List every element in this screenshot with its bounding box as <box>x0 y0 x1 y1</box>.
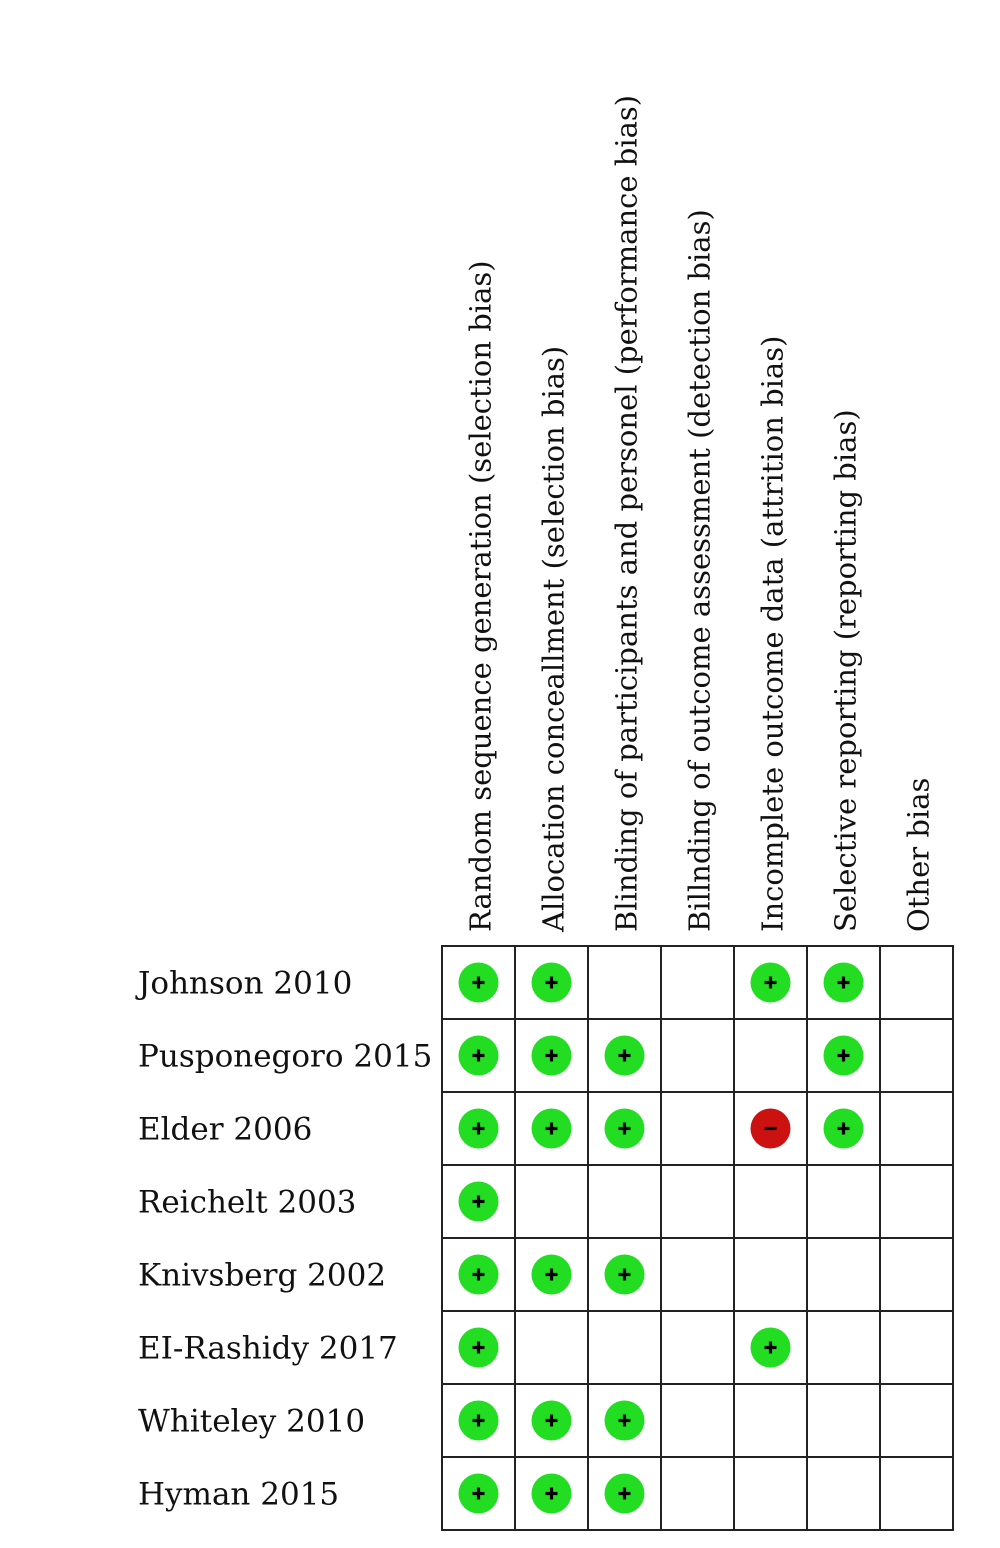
low-risk-mark <box>605 1474 645 1514</box>
minus-bar <box>765 1127 777 1130</box>
low-risk-mark <box>459 1109 499 1149</box>
plus-bar-v <box>477 1342 480 1354</box>
column-label: Blinding of participants and personel (performance bias) <box>609 94 644 932</box>
low-risk-mark <box>459 1474 499 1514</box>
row-label: Hyman 2015 <box>138 1476 340 1513</box>
column-label: Allocation conceallment (selection bias) <box>536 345 571 932</box>
low-risk-mark <box>751 963 791 1003</box>
plus-bar-v <box>477 1050 480 1062</box>
low-risk-mark <box>459 1328 499 1368</box>
low-risk-mark <box>605 1109 645 1149</box>
low-risk-mark <box>824 1036 864 1076</box>
column-label: Other bias <box>901 777 936 932</box>
plus-bar-v <box>477 1269 480 1281</box>
grid-cell <box>807 1311 880 1384</box>
column-label: Selective reporting (reporting bias) <box>828 409 863 932</box>
plus-bar-v <box>842 1050 845 1062</box>
low-risk-mark <box>532 1401 572 1441</box>
low-risk-mark <box>824 963 864 1003</box>
grid-cell <box>661 1384 734 1457</box>
grid-cell <box>880 1238 953 1311</box>
plus-bar-v <box>477 1488 480 1500</box>
grid-cell <box>880 1457 953 1530</box>
grid-cell <box>807 1384 880 1457</box>
plus-bar-v <box>623 1123 626 1135</box>
plus-bar-v <box>477 1415 480 1427</box>
row-label: Knivsberg 2002 <box>138 1257 387 1294</box>
plus-bar-v <box>623 1269 626 1281</box>
high-risk-mark <box>751 1109 791 1149</box>
low-risk-mark <box>605 1255 645 1295</box>
low-risk-mark <box>532 963 572 1003</box>
grid-cell <box>661 1238 734 1311</box>
low-risk-mark <box>459 963 499 1003</box>
grid-cell <box>807 1238 880 1311</box>
low-risk-mark <box>751 1328 791 1368</box>
plus-bar-v <box>550 977 553 989</box>
row-label: Elder 2006 <box>138 1111 313 1148</box>
grid-cell <box>588 1165 661 1238</box>
column-labels <box>464 95 936 933</box>
grid-cell <box>588 946 661 1019</box>
plus-bar-v <box>550 1488 553 1500</box>
low-risk-mark <box>459 1401 499 1441</box>
plus-bar-v <box>550 1269 553 1281</box>
low-risk-mark <box>459 1182 499 1222</box>
row-label: Reichelt 2003 <box>138 1184 357 1221</box>
plus-bar-v <box>623 1488 626 1500</box>
grid-cell <box>734 1165 807 1238</box>
low-risk-mark <box>605 1036 645 1076</box>
grid-cell <box>734 1019 807 1092</box>
plus-bar-v <box>550 1050 553 1062</box>
column-label: Billnding of outcome assessment (detection bias) <box>682 209 717 932</box>
grid-cell <box>880 1019 953 1092</box>
low-risk-mark <box>459 1255 499 1295</box>
grid-cell <box>661 1019 734 1092</box>
plus-bar-v <box>477 1196 480 1208</box>
column-label: Random sequence generation (selection bias) <box>463 260 498 932</box>
grid-cell <box>880 1092 953 1165</box>
row-label: Pusponegoro 2015 <box>138 1038 433 1075</box>
grid-cell <box>807 1165 880 1238</box>
column-label: Incomplete outcome data (attrition bias) <box>755 335 790 932</box>
plus-bar-v <box>769 977 772 989</box>
row-label: Whiteley 2010 <box>138 1403 366 1440</box>
grid-cell <box>661 1092 734 1165</box>
grid <box>442 946 953 1530</box>
low-risk-mark <box>532 1036 572 1076</box>
grid-cell <box>880 1384 953 1457</box>
grid-cell <box>880 946 953 1019</box>
grid-cell <box>515 1311 588 1384</box>
low-risk-mark <box>532 1109 572 1149</box>
low-risk-mark <box>532 1255 572 1295</box>
low-risk-mark <box>459 1036 499 1076</box>
plus-bar-v <box>623 1415 626 1427</box>
plus-bar-v <box>769 1342 772 1354</box>
grid-cell <box>661 946 734 1019</box>
plus-bar-v <box>842 1123 845 1135</box>
grid-cell <box>734 1457 807 1530</box>
plus-bar-v <box>623 1050 626 1062</box>
grid-cell <box>807 1457 880 1530</box>
plus-bar-v <box>477 1123 480 1135</box>
grid-cell <box>734 1384 807 1457</box>
grid-cell <box>880 1311 953 1384</box>
grid-cell <box>515 1165 588 1238</box>
plus-bar-v <box>477 977 480 989</box>
grid-cell <box>734 1238 807 1311</box>
grid-cell <box>661 1311 734 1384</box>
plus-bar-v <box>550 1123 553 1135</box>
low-risk-mark <box>532 1474 572 1514</box>
low-risk-mark <box>824 1109 864 1149</box>
row-label: EI-Rashidy 2017 <box>138 1330 398 1367</box>
low-risk-mark <box>605 1401 645 1441</box>
row-label: Johnson 2010 <box>138 965 353 1002</box>
plus-bar-v <box>842 977 845 989</box>
grid-cell <box>661 1165 734 1238</box>
grid-cell <box>661 1457 734 1530</box>
plus-bar-v <box>550 1415 553 1427</box>
grid-cell <box>880 1165 953 1238</box>
row-labels <box>135 966 432 1513</box>
grid-cell <box>588 1311 661 1384</box>
